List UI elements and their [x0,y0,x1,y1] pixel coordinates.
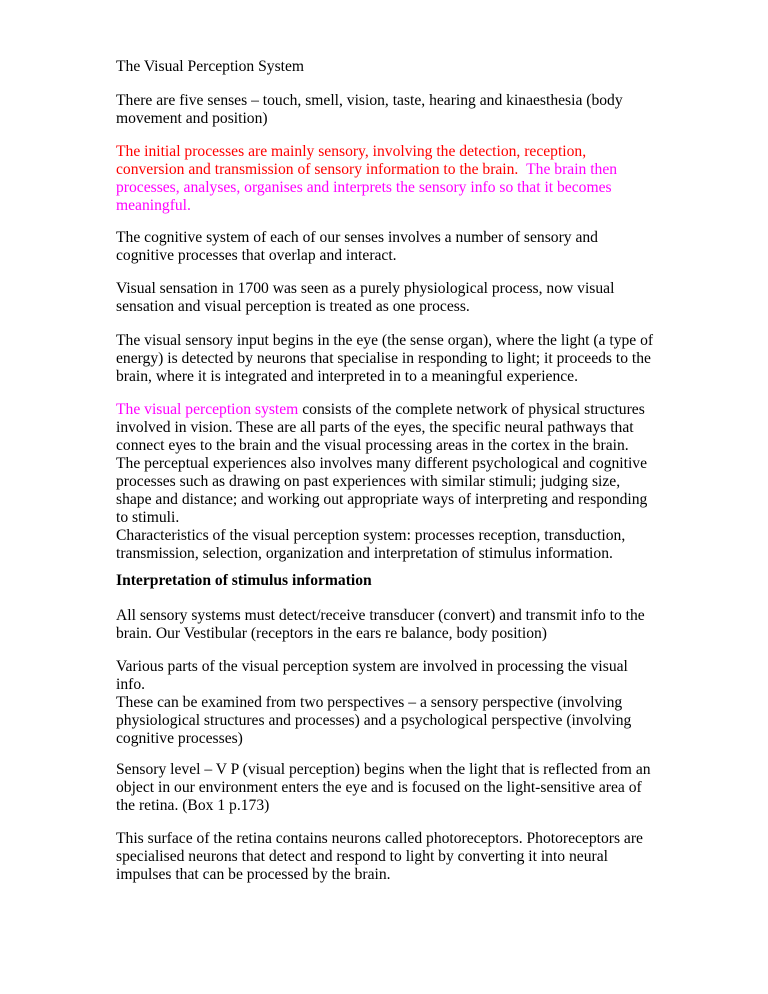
paragraph-1700 [116,280,614,316]
text-line: info. [116,676,146,693]
text-line: The perceptual experiences also involves many different psychological and cognitive [116,455,648,472]
text-line: object in our environment enters the eye and is focused on the light-sensitive area of [116,779,642,796]
text-line: These can be examined from two perspectives – a sensory perspective (involving [116,694,623,711]
highlighted-term: The visual perception system [116,401,299,418]
paragraph-various-parts [116,658,631,748]
text-line: Sensory level – V P (visual perception) begins when the light that is reflected from an [116,761,651,778]
highlighted-text-line: meaningful. [116,197,191,214]
paragraph-retina [116,830,643,884]
paragraph-initial-processes [116,143,617,215]
text-line: brain. Our Vestibular (receptors in the ears re balance, body position) [116,625,547,642]
highlighted-text-line: processes, analyses, organises and interprets the sensory info so that it becomes [116,179,612,196]
paragraph-sensory-input [116,332,653,386]
text-line: processes such as drawing on past experiences with similar stimuli; judging size, [116,473,621,490]
text-line: There are five senses – touch, smell, vision, taste, hearing and kinaesthesia (body [116,92,623,109]
text-line: impulses that can be processed by the brain. [116,866,391,883]
text-line: to stimuli. [116,509,180,526]
document-title [116,58,304,76]
text-line: physiological structures and processes) and a psychological perspective (involving [116,712,632,729]
text-line: shape and distance; and working out appropriate ways of interpreting and responding [116,491,648,508]
text-line: sensation and visual perception is treated as one process. [116,298,470,315]
text-line: brain, where it is integrated and interpreted in to a meaningful experience. [116,368,578,385]
paragraph-cognitive-system [116,229,598,265]
paragraph-visual-perception-system [116,401,647,563]
text-line: The cognitive system of each of our senses involves a number of sensory and [116,229,598,246]
paragraph-sensory-systems [116,607,645,643]
text-line: cognitive processes that overlap and interact. [116,247,397,264]
highlighted-text-line: conversion and transmission of sensory information to the brain. [116,161,519,178]
text-line: the retina. (Box 1 p.173) [116,797,270,814]
text-line: Characteristics of the visual perception system: processes reception, transduction, [116,527,626,544]
text-line: connect eyes to the brain and the visual processing areas in the cortex in the brain. [116,437,629,454]
text-line: Various parts of the visual perception system are involved in processing the visual [116,658,628,675]
title-text: The Visual Perception System [116,58,305,75]
paragraph-senses [116,92,623,128]
heading-text: Interpretation of stimulus information [116,572,372,589]
text-line: specialised neurons that detect and respond to light by converting it into neural [116,848,608,865]
text-line: consists of the complete network of physical structures [298,401,645,418]
text-line: involved in vision. These are all parts of the eyes, the specific neural pathways that [116,419,634,436]
section-heading [116,572,372,590]
text-line: All sensory systems must detect/receive transducer (convert) and transmit info to the [116,607,645,624]
text-line: movement and position) [116,110,268,127]
text-line: energy) is detected by neurons that specialise in responding to light; it proceeds to the [116,350,651,367]
text-line: transmission, selection, organization and interpretation of stimulus information. [116,545,613,562]
highlighted-text-line: The brain then [526,161,618,178]
text-line: This surface of the retina contains neurons called photoreceptors. Photoreceptors are [116,830,643,847]
text-line: The visual sensory input begins in the eye (the sense organ), where the light (a type of [116,332,654,349]
text-line: cognitive processes) [116,730,243,747]
text-line: Visual sensation in 1700 was seen as a purely physiological process, now visual [116,280,615,297]
paragraph-sensory-level [116,761,651,815]
highlighted-text-line: The initial processes are mainly sensory, involving the detection, reception, [116,143,587,160]
